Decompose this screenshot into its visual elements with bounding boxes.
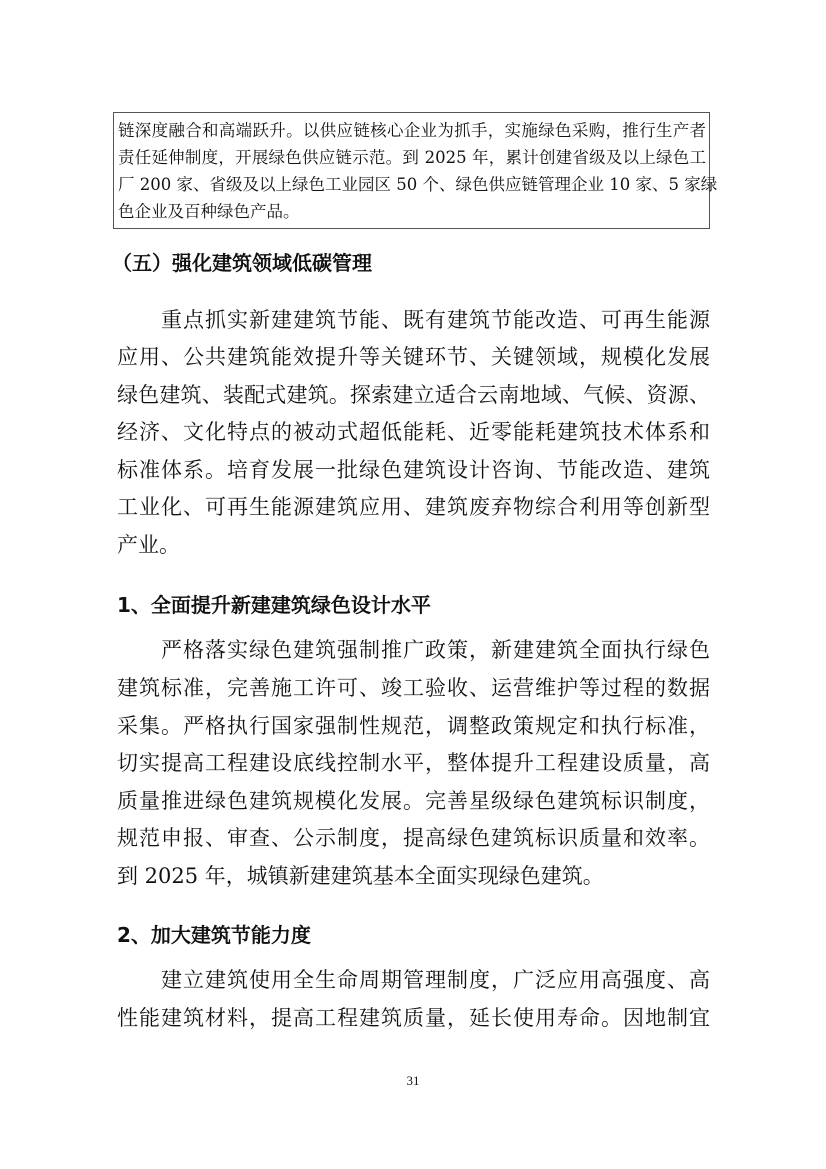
- box-line: 色企业及百种绿色产品。: [118, 202, 300, 221]
- paragraph-line: 经济、文化特点的被动式超低能耗、近零能耗建筑技术体系和: [117, 420, 710, 444]
- section-heading: （五）强化建筑领域低碳管理: [112, 251, 372, 275]
- paragraph-line: 到 2025 年，城镇新建建筑基本全面实现绿色建筑。: [117, 864, 604, 888]
- paragraph-line: 切实提高工程建设底线控制水平，整体提升工程建设质量，高: [117, 751, 710, 775]
- paragraph-line: 采集。严格执行国家强制性规范，调整政策规定和执行标准，: [117, 714, 710, 738]
- paragraph-line: 严格落实绿色建筑强制推广政策，新建建筑全面执行绿色: [161, 638, 710, 662]
- paragraph-line: 重点抓实新建建筑节能、既有建筑节能改造、可再生能源: [161, 308, 710, 332]
- box-line: 厂 200 家、省级及以上绿色工业园区 50 个、绿色供应链管理企业 10 家、5 家绿: [118, 175, 718, 194]
- subsection-heading: 2、加大建筑节能力度: [117, 923, 311, 947]
- paragraph-line: 绿色建筑、装配式建筑。探索建立适合云南地域、气候、资源、: [117, 383, 710, 407]
- paragraph-line: 工业化、可再生能源建筑应用、建筑废弃物综合利用等创新型: [117, 495, 710, 519]
- paragraph-line: 建筑标准，完善施工许可、竣工验收、运营维护等过程的数据: [117, 676, 710, 700]
- paragraph-line: 产业。: [117, 533, 180, 557]
- paragraph-line: 质量推进绿色建筑规模化发展。完善星级绿色建筑标识制度，: [117, 789, 710, 813]
- box-line: 责任延伸制度，开展绿色供应链示范。到 2025 年，累计创建省级及以上绿色工: [118, 148, 706, 167]
- box-line: 链深度融合和高端跃升。以供应链核心企业为抓手，实施绿色采购，推行生产者: [118, 121, 706, 140]
- paragraph-line: 规范申报、审查、公示制度，提高绿色建筑标识质量和效率。: [117, 826, 710, 850]
- paragraph-line: 应用、公共建筑能效提升等关键环节、关键领域，规模化发展: [117, 345, 710, 369]
- page-number: 31: [406, 1073, 420, 1088]
- paragraph-line: 建立建筑使用全生命周期管理制度，广泛应用高强度、高: [161, 968, 710, 992]
- paragraph-line: 性能建筑材料，提高工程建筑质量，延长使用寿命。因地制宜: [117, 1006, 710, 1030]
- paragraph-line: 标准体系。培育发展一批绿色建筑设计咨询、节能改造、建筑: [117, 458, 710, 482]
- subsection-heading: 1、全面提升新建建筑绿色设计水平: [117, 593, 431, 617]
